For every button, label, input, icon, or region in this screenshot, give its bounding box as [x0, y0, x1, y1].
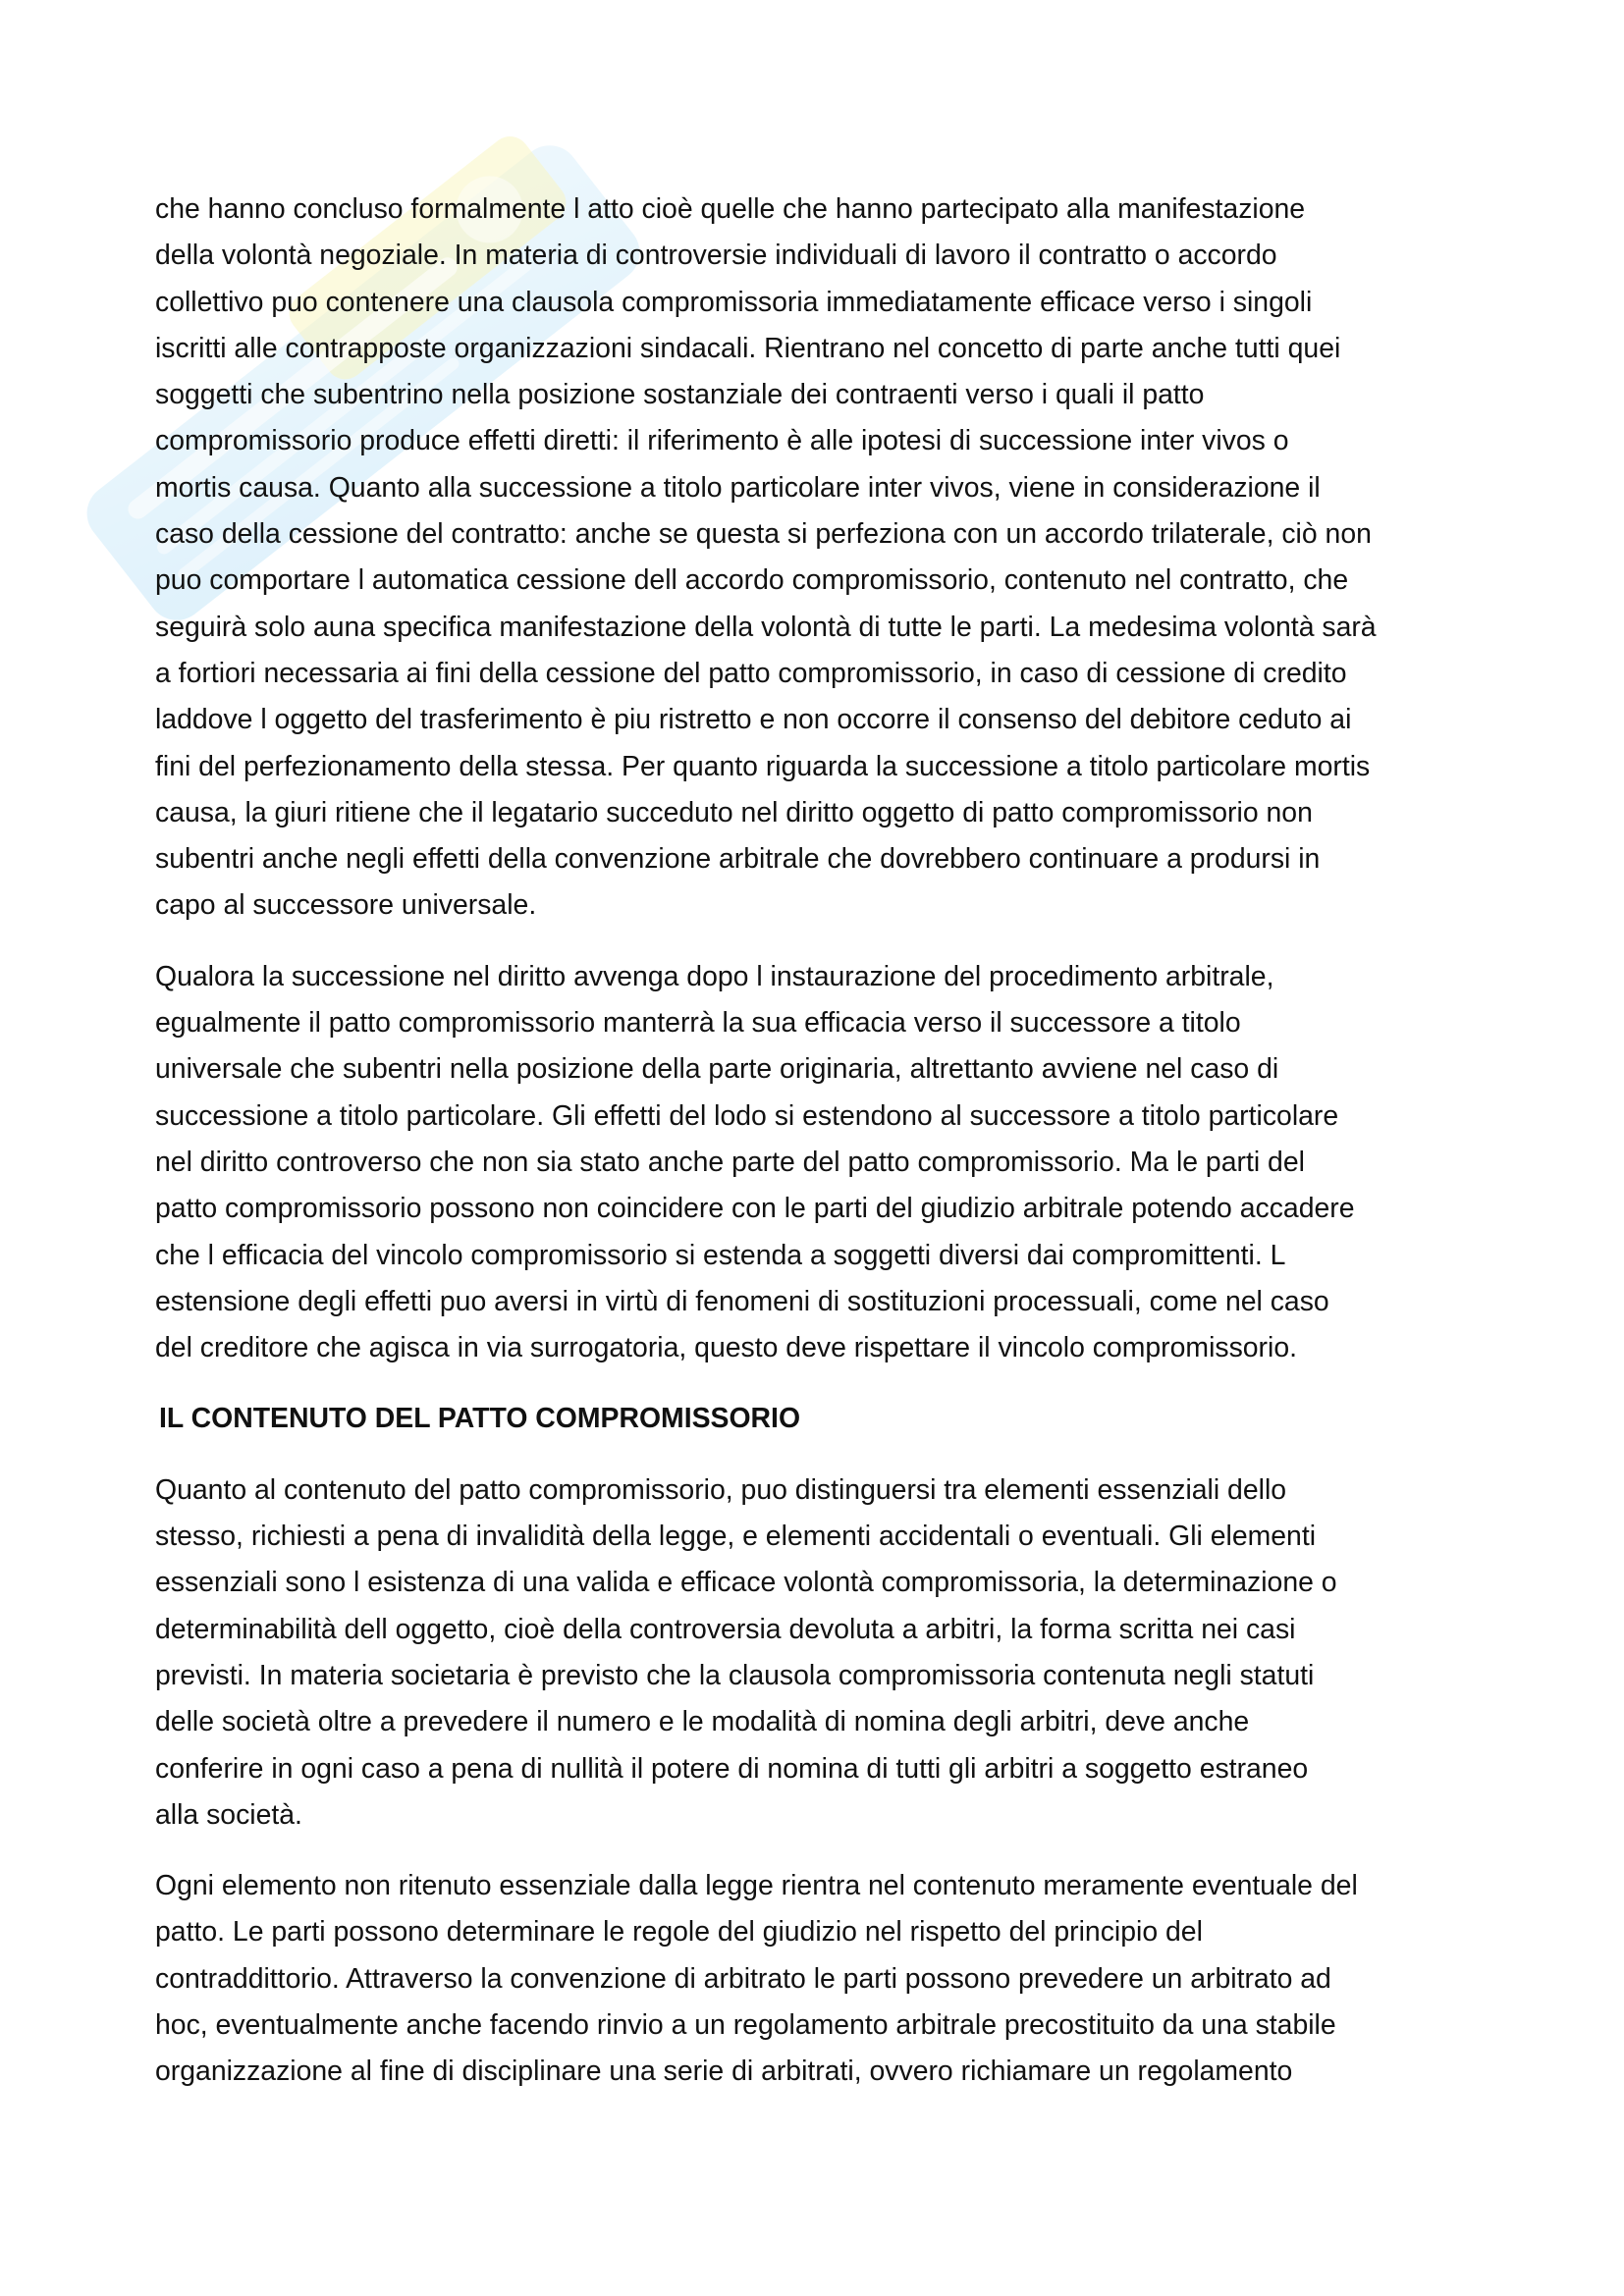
text-line: soggetti che subentrino nella posizione sostanziale dei contraenti verso i quali il patto	[155, 379, 1205, 411]
text-line: nel diritto controverso che non sia stato anche parte del patto compromissorio. Ma le parti del	[155, 1146, 1305, 1178]
text-line: che hanno concluso formalmente l atto cioè quelle che hanno partecipato alla manifestazione	[155, 193, 1306, 225]
paragraph-2	[155, 954, 1481, 1372]
text-line: puo comportare l automatica cessione dell accordo compromissorio, contenuto nel contratto, che	[155, 564, 1349, 597]
text-line: Ogni elemento non ritenuto essenziale dalla legge rientra nel contenuto meramente eventuale del	[155, 1870, 1358, 1902]
text-line: fini del perfezionamento della stessa. Per quanto riguarda la successione a titolo particolare mortis	[155, 750, 1371, 782]
text-line: a fortiori necessaria ai fini della cessione del patto compromissorio, in caso di cessione di credito	[155, 657, 1347, 689]
text-line: subentri anche negli effetti della convenzione arbitrale che dovrebbero continuare a prodursi in	[155, 843, 1321, 876]
paragraph-3	[155, 1468, 1481, 1839]
text-line: Quanto al contenuto del patto compromissorio, puo distinguersi tra elementi essenziali dello	[155, 1473, 1287, 1506]
text-line: determinabilità dell oggetto, cioè della controversia devoluta a arbitri, la forma scritta nei casi	[155, 1613, 1296, 1645]
text-line: seguirà solo auna specifica manifestazione della volontà di tutte le parti. La medesima volontà sarà	[155, 611, 1377, 643]
text-line: hoc, eventualmente anche facendo rinvio a un regolamento arbitrale precostituito da una stabile	[155, 2008, 1336, 2041]
text-line: previsti. In materia societaria è previsto che la clausola compromissoria contenuta negli statuti	[155, 1659, 1315, 1691]
paragraph-4	[155, 1863, 1481, 2095]
text-line: alla società.	[155, 1798, 302, 1831]
text-line: caso della cessione del contratto: anche se questa si perfeziona con un accordo trilaterale, ciò non	[155, 518, 1372, 551]
text-line: stesso, richiesti a pena di invalidità della legge, e elementi accidentali o eventuali. Gli elementi	[155, 1521, 1317, 1553]
text-line: causa, la giuri ritiene che il legatario succeduto nel diritto oggetto di patto compromissorio non	[155, 796, 1313, 828]
text-line: conferire in ogni caso a pena di nullità il potere di nomina di tutti gli arbitri a soggetto estraneo	[155, 1752, 1309, 1785]
text-line: egualmente il patto compromissorio manterrà la sua efficacia verso il successore a titolo	[155, 1007, 1241, 1040]
text-line: universale che subentri nella posizione della parte originaria, altrettanto avviene nel caso di	[155, 1053, 1279, 1086]
document-body	[155, 187, 1481, 2120]
text-line: successione a titolo particolare. Gli effetti del lodo si estendono al successore a titolo particolare	[155, 1099, 1339, 1132]
text-line: patto. Le parti possono determinare le regole del giudizio nel rispetto del principio del	[155, 1916, 1203, 1949]
text-line: delle società oltre a prevedere il numero e le modalità di nomina degli arbitri, deve anche	[155, 1706, 1250, 1738]
text-line: della volontà negoziale. In materia di controversie individuali di lavoro il contratto o accordo	[155, 240, 1277, 272]
text-line: del creditore che agisca in via surrogatoria, questo deve rispettare il vincolo compromissorio.	[155, 1332, 1297, 1364]
section-heading: IL CONTENUTO DEL PATTO COMPROMISSORIO	[159, 1403, 801, 1435]
text-line: estensione degli effetti puo aversi in virtù di fenomeni di sostituzioni processuali, come nel caso	[155, 1285, 1329, 1317]
text-line: essenziali sono l esistenza di una valida e efficace volontà compromissoria, la determinazione o	[155, 1567, 1337, 1599]
text-line: compromissorio produce effetti diretti: il riferimento è alle ipotesi di successione inter vivos o	[155, 425, 1289, 457]
text-line: che l efficacia del vincolo compromissorio si estenda a soggetti diversi dai compromittenti. L	[155, 1239, 1286, 1271]
text-line: mortis causa. Quanto alla successione a titolo particolare inter vivos, viene in considerazione il	[155, 471, 1321, 504]
text-line: contraddittorio. Attraverso la convenzione di arbitrato le parti possono prevedere un arbitrato ad	[155, 1962, 1331, 1995]
text-line: collettivo puo contenere una clausola compromissoria immediatamente efficace verso i singoli	[155, 286, 1313, 318]
paragraph-1	[155, 187, 1481, 930]
text-line: iscritti alle contrapposte organizzazioni sindacali. Rientrano nel concetto di parte anche tutti quei	[155, 332, 1341, 364]
text-line: patto compromissorio possono non coincidere con le parti del giudizio arbitrale potendo accadere	[155, 1193, 1355, 1225]
text-line: Qualora la successione nel diritto avvenga dopo l instaurazione del procedimento arbitrale,	[155, 960, 1274, 992]
text-line: capo al successore universale.	[155, 889, 537, 922]
text-line: laddove l oggetto del trasferimento è piu ristretto e non occorre il consenso del debitore ceduto ai	[155, 704, 1352, 736]
text-line: organizzazione al fine di disciplinare una serie di arbitrati, ovvero richiamare un regolamento	[155, 2056, 1293, 2088]
